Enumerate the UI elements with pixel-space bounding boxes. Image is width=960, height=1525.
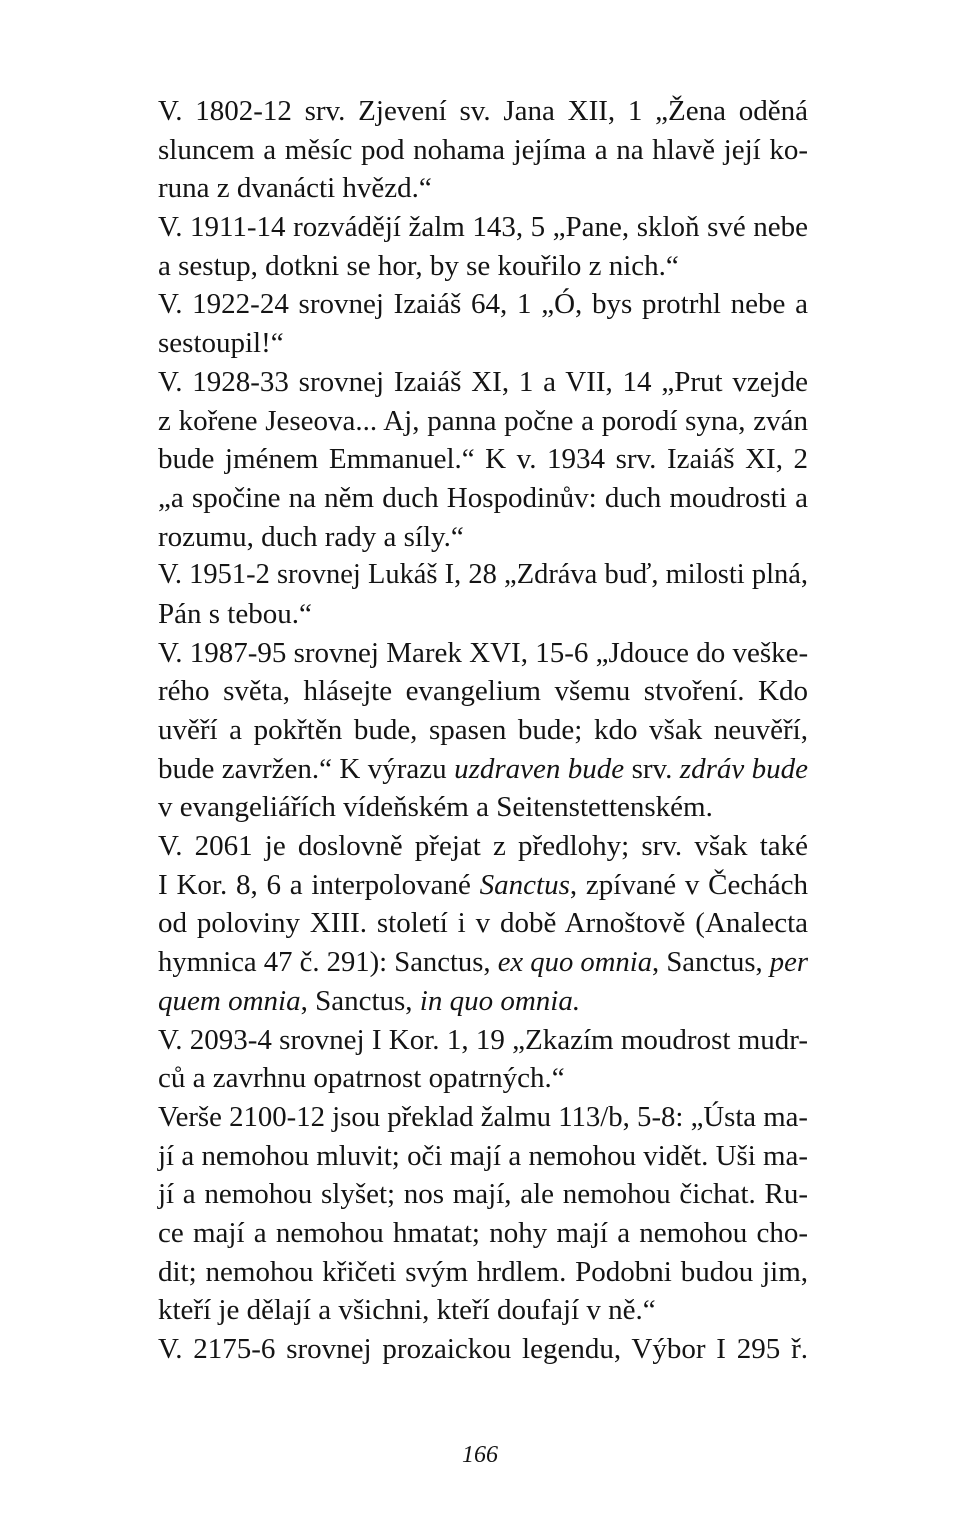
text-line xyxy=(158,595,808,634)
text-run: V. 1987-95 srovnej Marek XVI, 15-6 „Jdouce do veške- xyxy=(158,636,809,669)
text-line xyxy=(158,711,808,750)
italic-text-run: in quo omnia. xyxy=(419,984,581,1017)
text-line xyxy=(158,1291,808,1330)
text-run: V. 1951-2 srovnej Lukáš I, 28 „Zdráva buď, milosti plná, xyxy=(158,559,808,591)
text-line xyxy=(158,1175,808,1214)
text-line xyxy=(158,1021,808,1060)
text-line xyxy=(158,1137,808,1176)
text-line xyxy=(158,634,808,673)
text-run: V. 1802-12 srv. Zjevení sv. Jana XII, 1 „Žena oděná xyxy=(158,95,808,127)
text-run: v evangeliářích vídeňském a Seitenstettenském. xyxy=(158,791,713,824)
text-run: rého světa, hlásejte evangelium všemu stvoření. Kdo xyxy=(158,675,808,708)
text-run: V. 2175-6 srovnej prozaickou legendu, Výbor I 295 ř. xyxy=(158,1333,808,1365)
commentary-text xyxy=(158,92,808,1369)
text-line xyxy=(158,904,808,943)
text-run: Pán s tebou.“ xyxy=(158,597,312,630)
text-line xyxy=(158,92,808,131)
text-run: sluncem a měsíc pod nohama jejíma a na hlavě její ko- xyxy=(158,133,808,166)
text-line xyxy=(158,750,808,789)
italic-text-run: quem omnia xyxy=(158,984,301,1017)
text-run: V. 2061 je doslovně přejat z předlohy; srv. však také xyxy=(158,830,808,863)
text-run: hymnica 47 č. 291): Sanctus, xyxy=(158,946,498,979)
text-run: V. 1922-24 srovnej Izaiáš 64, 1 „Ó, bys protrhl nebe a xyxy=(158,288,808,321)
text-run: jí a nemohou slyšet; nos mají, ale nemohou čichat. Ru- xyxy=(158,1178,808,1211)
italic-text-run: uzdraven bude xyxy=(454,752,625,785)
text-line xyxy=(158,324,808,363)
text-run: a sestup, dotkni se hor, by se kouřilo z nich.“ xyxy=(158,249,679,282)
text-line xyxy=(158,866,808,905)
text-line xyxy=(158,827,808,866)
page-number: 166 xyxy=(462,1442,498,1468)
text-run: I Kor. 8, 6 a interpolované xyxy=(158,868,480,901)
text-line xyxy=(158,169,808,208)
text-run: ců a zavrhnu opatrnost opatrných.“ xyxy=(158,1062,565,1095)
text-line xyxy=(158,1253,808,1292)
text-line xyxy=(158,1098,808,1137)
text-run: runa z dvanácti hvězd.“ xyxy=(158,172,432,205)
text-line xyxy=(158,1214,808,1253)
text-line xyxy=(158,788,808,827)
text-run: jí a nemohou mluvit; oči mají a nemohou vidět. Uši ma- xyxy=(158,1139,808,1172)
text-run: uvěří a pokřtěn bude, spasen bude; kdo však neuvěří, xyxy=(158,714,808,746)
text-line xyxy=(158,672,808,711)
text-line xyxy=(158,247,808,286)
text-run: kteří je dělají a všichni, kteří doufají v ně.“ xyxy=(158,1294,656,1327)
text-line xyxy=(158,1330,808,1369)
italic-text-run: zdráv bude xyxy=(679,752,808,785)
text-run: , Sanctus, xyxy=(652,946,770,979)
text-line xyxy=(158,363,808,402)
text-run: rozumu, duch rady a síly.“ xyxy=(158,520,464,553)
text-run: V. 1928-33 srovnej Izaiáš XI, 1 a VII, 14 „Prut vzejde xyxy=(158,365,808,398)
text-line xyxy=(158,556,808,595)
text-run: V. 1911-14 rozvádějí žalm 143, 5 „Pane, skloň své nebe xyxy=(158,211,808,244)
text-line xyxy=(158,518,808,557)
text-run: bude zavržen.“ K výrazu xyxy=(158,752,455,785)
text-run: z kořene Jeseova... Aj, panna počne a porodí syna, zván xyxy=(158,404,808,437)
text-line xyxy=(158,131,808,170)
text-line xyxy=(158,982,808,1021)
text-run: V. 2093-4 srovnej I Kor. 1, 19 „Zkazím moudrost mudr- xyxy=(158,1023,808,1056)
text-run: , Sanctus, xyxy=(300,984,420,1017)
text-line xyxy=(158,285,808,324)
text-line xyxy=(158,1059,808,1098)
italic-text-run: ex quo omnia xyxy=(497,946,653,979)
text-run: srv. xyxy=(624,752,680,785)
text-run: ce mají a nemohou hmatat; nohy mají a nemohou cho- xyxy=(158,1216,808,1249)
text-line xyxy=(158,402,808,441)
italic-text-run: per xyxy=(769,946,808,979)
text-line xyxy=(158,479,808,518)
text-run: „a spočine na něm duch Hospodinův: duch moudrosti a xyxy=(158,481,808,514)
italic-text-run: Sanctus xyxy=(479,868,570,901)
text-run: Verše 2100-12 jsou překlad žalmu 113/b, 5-8: „Ústa ma- xyxy=(158,1100,808,1133)
text-run: , zpívané v Čechách xyxy=(569,868,808,901)
text-run: od poloviny XIII. století i v době Arnoštově (Analecta xyxy=(158,907,808,940)
text-line xyxy=(158,440,808,479)
text-line xyxy=(158,943,808,982)
text-line xyxy=(158,208,808,247)
text-run: bude jménem Emmanuel.“ K v. 1934 srv. Izaiáš XI, 2 xyxy=(158,443,808,476)
text-run: dit; nemohou křičeti svým hrdlem. Podobni budou jim, xyxy=(158,1255,808,1288)
text-run: sestoupil!“ xyxy=(158,327,284,360)
